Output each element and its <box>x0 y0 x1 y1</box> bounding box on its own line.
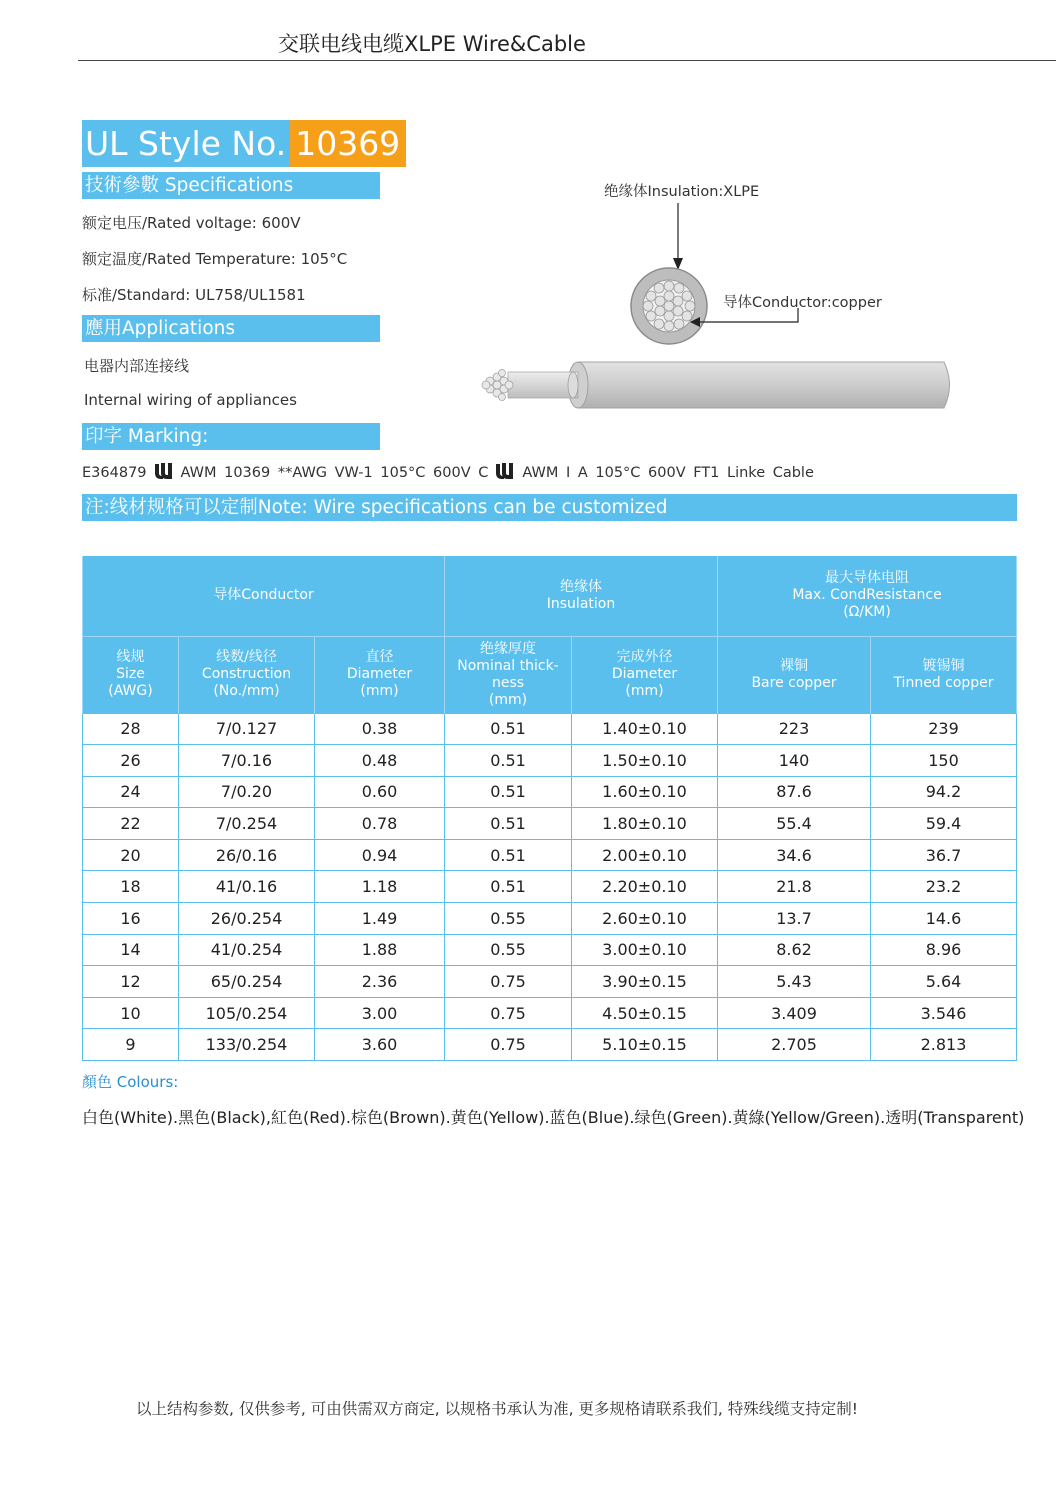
conductor-arrowhead <box>690 317 700 327</box>
table-cell-size: 20 <box>83 839 179 871</box>
footer-disclaimer: 以上结构参数, 仅供参考, 可由供需双方商定, 以规格书承认为准, 更多规格请联系我们, 特殊线缆支持定制! <box>136 1400 858 1418</box>
table-cell-bare-copper: 8.62 <box>718 934 871 966</box>
marking-text <box>82 462 814 484</box>
rated-temperature: 额定温度/Rated Temperature: 105°C <box>82 250 348 268</box>
table-cell-conductor-diameter: 1.88 <box>315 934 445 966</box>
table-cell-bare-copper: 5.43 <box>718 966 871 998</box>
table-cell-size: 12 <box>83 966 179 998</box>
table-cell-size: 16 <box>83 903 179 935</box>
table-cell-bare-copper: 55.4 <box>718 808 871 840</box>
table-cell-size: 26 <box>83 745 179 777</box>
subheader-tinned-copper <box>871 636 1017 713</box>
subheader-line: 线规 <box>116 649 145 665</box>
subheader-line: Diameter <box>611 666 678 682</box>
table-cell-bare-copper: 3.409 <box>718 997 871 1029</box>
table-cell-insulation-thickness: 0.51 <box>445 839 572 871</box>
table-cell-construction: 26/0.254 <box>179 903 315 935</box>
table-cell-bare-copper: 2.705 <box>718 1029 871 1061</box>
header-divider <box>78 60 1056 61</box>
table-cell-conductor-diameter: 1.18 <box>315 871 445 903</box>
rated-voltage: 额定电压/Rated voltage: 600V <box>82 214 301 232</box>
subheader-line: Diameter <box>346 666 413 682</box>
subheader-insulation-thickness <box>445 636 572 713</box>
subheader-line: ness <box>491 674 525 691</box>
subheader-line: Construction <box>201 666 292 682</box>
group-resistance <box>718 556 1017 636</box>
marking-part-1: E364879 <box>82 465 147 481</box>
table-cell-construction: 41/0.254 <box>179 934 315 966</box>
table-cell-size: 24 <box>83 776 179 808</box>
insulation-arrowhead <box>673 258 683 270</box>
subheader-line: (No./mm) <box>213 683 280 699</box>
table-row <box>83 997 1017 1029</box>
subheader-bare-copper <box>718 636 871 713</box>
subheader-size <box>83 636 179 713</box>
subheader-line: 镀锡铜 <box>922 657 965 674</box>
table-cell-insulation-thickness: 0.51 <box>445 745 572 777</box>
table-cell-size: 18 <box>83 871 179 903</box>
table-cell-overall-diameter: 3.90±0.15 <box>572 966 718 998</box>
cross-section <box>631 268 707 344</box>
table-row <box>83 776 1017 808</box>
application-line-cn: 电器内部连接线 <box>84 357 190 375</box>
table-cell-conductor-diameter: 3.00 <box>315 997 445 1029</box>
table-cell-overall-diameter: 2.60±0.10 <box>572 903 718 935</box>
table-cell-conductor-diameter: 3.60 <box>315 1029 445 1061</box>
table-cell-insulation-thickness: 0.75 <box>445 966 572 998</box>
table-cell-size: 14 <box>83 934 179 966</box>
subheader-line: Tinned copper <box>893 674 994 691</box>
table-cell-construction: 7/0.16 <box>179 745 315 777</box>
subheader-line: (AWG) <box>108 683 153 699</box>
table-cell-overall-diameter: 1.80±0.10 <box>572 808 718 840</box>
marking-heading: 印字 Marking: <box>82 423 380 450</box>
table-cell-tinned-copper: 14.6 <box>871 903 1017 935</box>
subheader-conductor-diameter <box>315 636 445 713</box>
table-body <box>83 713 1017 1061</box>
subheader-line: Size <box>116 666 145 682</box>
table-group-header-row <box>83 556 1017 636</box>
table-row <box>83 839 1017 871</box>
table-cell-tinned-copper: 23.2 <box>871 871 1017 903</box>
table-cell-insulation-thickness: 0.51 <box>445 871 572 903</box>
table-cell-bare-copper: 87.6 <box>718 776 871 808</box>
table-cell-bare-copper: 21.8 <box>718 871 871 903</box>
table-cell-construction: 133/0.254 <box>179 1029 315 1061</box>
table-cell-insulation-thickness: 0.55 <box>445 934 572 966</box>
table-cell-size: 22 <box>83 808 179 840</box>
colours-label: 顏色 Colours: <box>82 1073 179 1091</box>
table-cell-bare-copper: 223 <box>718 713 871 745</box>
specifications-heading: 技術參數 Specifications <box>82 172 380 199</box>
subheader-overall-diameter <box>572 636 718 713</box>
table-cell-overall-diameter: 4.50±0.15 <box>572 997 718 1029</box>
subheader-line: (mm) <box>625 683 664 699</box>
table-cell-insulation-thickness: 0.75 <box>445 1029 572 1061</box>
table-cell-insulation-thickness: 0.75 <box>445 997 572 1029</box>
group-resistance-cn: 最大导体电阻 <box>825 570 909 587</box>
page-header-title: 交联电线电缆XLPE Wire&Cable <box>278 32 586 56</box>
table-cell-size: 10 <box>83 997 179 1029</box>
table-cell-construction: 26/0.16 <box>179 839 315 871</box>
subheader-line: 完成外径 <box>616 649 673 665</box>
table-cell-conductor-diameter: 2.36 <box>315 966 445 998</box>
subheader-line: 线数/线径 <box>216 649 277 665</box>
table-cell-construction: 7/0.127 <box>179 713 315 745</box>
table-row <box>83 745 1017 777</box>
table-cell-overall-diameter: 3.00±0.10 <box>572 934 718 966</box>
subheader-line: 直径 <box>365 649 394 665</box>
applications-heading: 應用Applications <box>82 315 380 342</box>
conductor-label: 导体Conductor:copper <box>723 295 882 311</box>
table-row <box>83 808 1017 840</box>
table-subheader-row <box>83 636 1017 713</box>
ul-logo-icon <box>153 462 175 484</box>
table-cell-overall-diameter: 1.40±0.10 <box>572 713 718 745</box>
subheader-line: 裸铜 <box>780 657 808 674</box>
table-row <box>83 966 1017 998</box>
subheader-construction <box>179 636 315 713</box>
table-cell-tinned-copper: 3.546 <box>871 997 1017 1029</box>
table-cell-size: 9 <box>83 1029 179 1061</box>
group-resistance-unit: (Ω/KM) <box>843 604 891 621</box>
subheader-line: Bare copper <box>751 674 837 691</box>
table-cell-bare-copper: 140 <box>718 745 871 777</box>
ul-logo-icon-2 <box>494 462 516 484</box>
group-conductor: 导体Conductor <box>83 556 445 636</box>
cable-side-view <box>482 362 950 408</box>
table-cell-bare-copper: 13.7 <box>718 903 871 935</box>
group-resistance-en: Max. CondResistance <box>792 587 942 604</box>
table-cell-tinned-copper: 239 <box>871 713 1017 745</box>
application-line-en: Internal wiring of appliances <box>84 391 297 409</box>
table-cell-construction: 7/0.254 <box>179 808 315 840</box>
table-cell-construction: 41/0.16 <box>179 871 315 903</box>
table-row <box>83 934 1017 966</box>
table-cell-insulation-thickness: 0.51 <box>445 776 572 808</box>
table-cell-tinned-copper: 36.7 <box>871 839 1017 871</box>
table-cell-conductor-diameter: 0.78 <box>315 808 445 840</box>
table-cell-tinned-copper: 5.64 <box>871 966 1017 998</box>
table-cell-conductor-diameter: 0.60 <box>315 776 445 808</box>
subheader-line: Nominal thick- <box>457 657 559 674</box>
standard: 标准/Standard: UL758/UL1581 <box>82 286 306 304</box>
style-number-label: UL Style No. <box>82 120 290 167</box>
table-cell-overall-diameter: 1.50±0.10 <box>572 745 718 777</box>
table-cell-bare-copper: 34.6 <box>718 839 871 871</box>
group-insulation <box>445 556 718 636</box>
table-row <box>83 903 1017 935</box>
table-cell-size: 28 <box>83 713 179 745</box>
table-cell-overall-diameter: 1.60±0.10 <box>572 776 718 808</box>
table-cell-conductor-diameter: 0.48 <box>315 745 445 777</box>
table-cell-insulation-thickness: 0.55 <box>445 903 572 935</box>
group-insulation-cn: 绝缘体 <box>560 578 602 595</box>
table-row <box>83 1029 1017 1061</box>
table-cell-conductor-diameter: 0.38 <box>315 713 445 745</box>
table-cell-tinned-copper: 94.2 <box>871 776 1017 808</box>
table-cell-tinned-copper: 59.4 <box>871 808 1017 840</box>
subheader-line: 绝缘厚度 <box>480 640 536 657</box>
table-cell-conductor-diameter: 0.94 <box>315 839 445 871</box>
insulation-label: 绝缘体Insulation:XLPE <box>604 184 760 200</box>
table-cell-construction: 7/0.20 <box>179 776 315 808</box>
subheader-line: (mm) <box>488 691 528 708</box>
group-insulation-en: Insulation <box>546 595 616 612</box>
table-cell-conductor-diameter: 1.49 <box>315 903 445 935</box>
table-row <box>83 713 1017 745</box>
table-cell-overall-diameter: 2.00±0.10 <box>572 839 718 871</box>
table-cell-tinned-copper: 150 <box>871 745 1017 777</box>
style-number-value: 10369 <box>290 120 406 167</box>
table-cell-construction: 65/0.254 <box>179 966 315 998</box>
subheader-line: (mm) <box>360 683 399 699</box>
table-cell-overall-diameter: 2.20±0.10 <box>572 871 718 903</box>
table-cell-construction: 105/0.254 <box>179 997 315 1029</box>
colours-list: 白色(White).黑色(Black),紅色(Red).棕色(Brown).黄色(Yellow).蓝色(Blue).绿色(Green).黄綠(Yellow/Green).透明(Transparent) <box>82 1108 1025 1127</box>
table-cell-insulation-thickness: 0.51 <box>445 808 572 840</box>
table-cell-tinned-copper: 2.813 <box>871 1029 1017 1061</box>
table-row <box>83 871 1017 903</box>
marking-part-2: AWM 10369 **AWG VW-1 105°C 600V C <box>180 465 489 481</box>
table-cell-insulation-thickness: 0.51 <box>445 713 572 745</box>
table-cell-overall-diameter: 5.10±0.15 <box>572 1029 718 1061</box>
table-cell-tinned-copper: 8.96 <box>871 934 1017 966</box>
style-number-banner <box>82 120 406 167</box>
specification-table <box>82 556 1017 1061</box>
marking-part-3: AWM I A 105°C 600V FT1 Linke Cable <box>522 465 814 481</box>
note-banner: 注:线材规格可以定制Note: Wire specifications can be customized <box>82 494 1017 521</box>
